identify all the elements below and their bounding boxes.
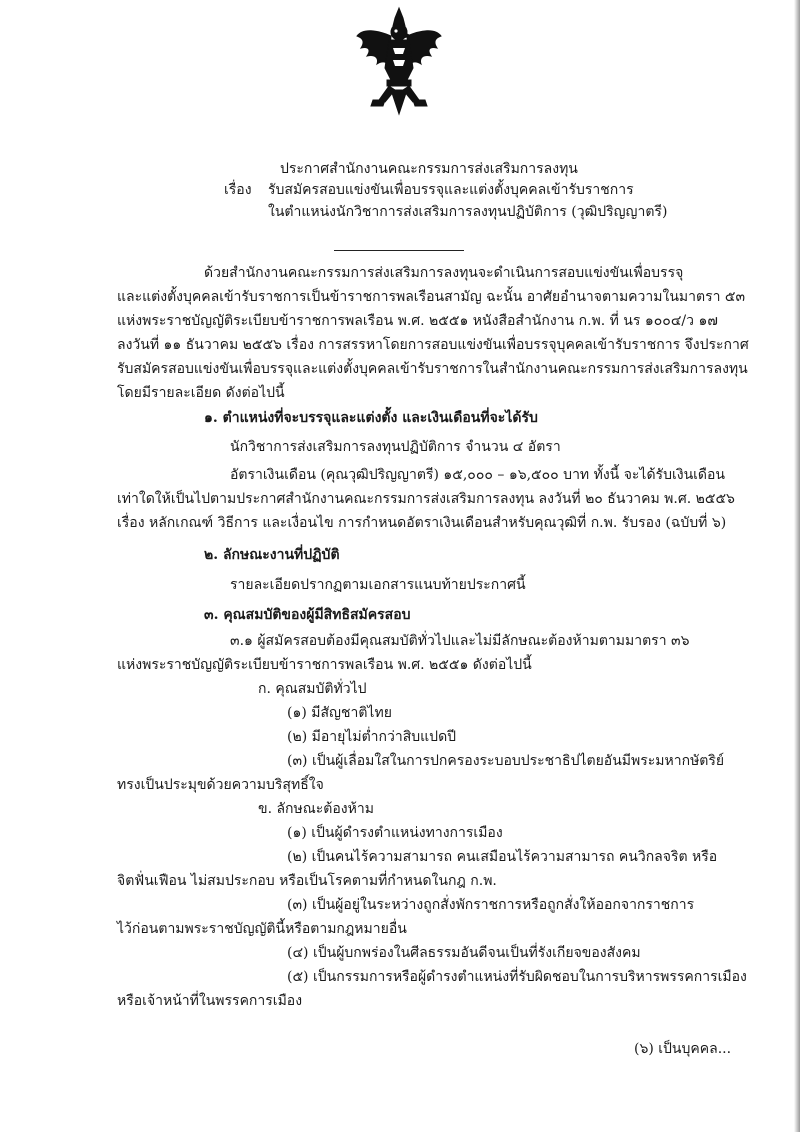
intro-line-3: แห่งพระราชบัญญัติระเบียบข้าราชการพลเรือน พ.ศ. ๒๕๕๑ หนังสือสำนักงาน ก.พ. ที่ นร ๑๐๐๔/ว ๑๗ [117, 313, 718, 329]
section-3-para-line-1: ๓.๑ ผู้สมัครสอบต้องมีคุณสมบัติทั่วไปและไม่มีลักษณะต้องห้ามตามมาตรา ๓๖ [230, 633, 690, 649]
garuda-emblem-icon [355, 6, 443, 118]
general-qualifications-heading: ก. คุณสมบัติทั่วไป [258, 681, 367, 697]
intro-line-2: และแต่งตั้งบุคคลเข้ารับราชการเป็นข้าราชการพลเรือนสามัญ ฉะนั้น อาศัยอำนาจตามความในมาตรา ๕๓ [117, 289, 746, 305]
subject-line-2: ในตำแหน่งนักวิชาการส่งเสริมการลงทุนปฏิบัติการ (วุฒิปริญญาตรี) [268, 204, 668, 220]
general-item-3-line-2: ทรงเป็นประมุขด้วยความบริสุทธิ์ใจ [117, 777, 324, 793]
prohibited-item-5-line-1: (๕) เป็นกรรมการหรือผู้ดำรงตำแหน่งที่รับผิดชอบในการบริหารพรรคการเมือง [287, 969, 747, 985]
intro-line-6: โดยมีรายละเอียด ดังต่อไปนี้ [117, 385, 285, 401]
salary-line-3: เรื่อง หลักเกณฑ์ วิธีการ และเงื่อนไข การกำหนดอัตราเงินเดือนสำหรับคุณวุฒิที่ ก.พ. รับรอง (ฉบับที่ ๖) [117, 515, 727, 531]
header-divider [334, 250, 464, 251]
continuation-text: (๖) เป็นบุคคล... [634, 1041, 732, 1057]
salary-line-1: อัตราเงินเดือน (คุณวุฒิปริญญาตรี) ๑๕,๐๐๐ – ๑๖,๕๐๐ บาท ทั้งนี้ จะได้รับเงินเดือน [230, 467, 725, 483]
section-2-heading: ๒. ลักษณะงานที่ปฏิบัติ [204, 547, 340, 563]
prohibited-item-5-line-2: หรือเจ้าหน้าที่ในพรรคการเมือง [117, 993, 303, 1009]
section-2-body: รายละเอียดปรากฏตามเอกสารแนบท้ายประกาศนี้ [230, 577, 526, 593]
intro-line-1: ด้วยสำนักงานคณะกรรมการส่งเสริมการลงทุนจะดำเนินการสอบแข่งขันเพื่อบรรจุ [204, 265, 684, 281]
intro-line-4: ลงวันที่ ๑๑ ธันวาคม ๒๕๕๖ เรื่อง การสรรหาโดยการสอบแข่งขันเพื่อบรรจุบุคคลเข้ารับราชการ จึงประกาศ [117, 337, 749, 353]
section-1-heading: ๑. ตำแหน่งที่จะบรรจุและแต่งตั้ง และเงินเดือนที่จะได้รับ [204, 410, 538, 426]
page-edge-shadow [794, 0, 800, 1132]
prohibited-item-2-line-2: จิตฟั่นเฟือน ไม่สมประกอบ หรือเป็นโรคตามที่กำหนดในกฎ ก.พ. [117, 873, 497, 889]
intro-line-5: รับสมัครสอบแข่งขันเพื่อบรรจุและแต่งตั้งบุคคลเข้ารับราชการในสำนักงานคณะกรรมการส่งเสริมการลงทุน [117, 361, 748, 377]
prohibited-item-4: (๔) เป็นผู้บกพร่องในศีลธรรมอันดีจนเป็นที่รังเกียจของสังคม [287, 945, 641, 961]
general-item-1: (๑) มีสัญชาติไทย [287, 705, 392, 721]
subject-line-1: รับสมัครสอบแข่งขันเพื่อบรรจุและแต่งตั้งบุคคลเข้ารับราชการ [268, 182, 634, 198]
prohibited-heading: ข. ลักษณะต้องห้าม [258, 801, 374, 817]
section-3-heading: ๓. คุณสมบัติของผู้มีสิทธิสมัครสอบ [204, 607, 411, 623]
general-item-2: (๒) มีอายุไม่ต่ำกว่าสิบแปดปี [287, 729, 457, 745]
general-item-3-line-1: (๓) เป็นผู้เลื่อมใสในการปกครองระบอบประชาธิปไตยอันมีพระมหากษัตริย์ [287, 753, 725, 769]
position-line: นักวิชาการส่งเสริมการลงทุนปฏิบัติการ จำนวน ๔ อัตรา [230, 439, 561, 455]
subject-label: เรื่อง [224, 182, 252, 198]
prohibited-item-2-line-1: (๒) เป็นคนไร้ความสามารถ คนเสมือนไร้ความสามารถ คนวิกลจริต หรือ [287, 849, 718, 865]
prohibited-item-1: (๑) เป็นผู้ดำรงตำแหน่งทางการเมือง [287, 825, 503, 841]
prohibited-item-3-line-2: ไว้ก่อนตามพระราชบัญญัตินี้หรือตามกฎหมายอื่น [117, 921, 407, 937]
section-3-para-line-2: แห่งพระราชบัญญัติระเบียบข้าราชการพลเรือน พ.ศ. ๒๕๕๑ ดังต่อไปนี้ [117, 657, 532, 673]
prohibited-item-3-line-1: (๓) เป็นผู้อยู่ในระหว่างถูกสั่งพักราชการหรือถูกสั่งให้ออกจากราชการ [287, 897, 695, 913]
salary-line-2: เท่าใดให้เป็นไปตามประกาศสำนักงานคณะกรรมการส่งเสริมการลงทุน ลงวันที่ ๒๐ ธันวาคม พ.ศ. ๒๕๕๖ [117, 491, 735, 507]
announcement-issuer: ประกาศสำนักงานคณะกรรมการส่งเสริมการลงทุน [280, 161, 578, 177]
